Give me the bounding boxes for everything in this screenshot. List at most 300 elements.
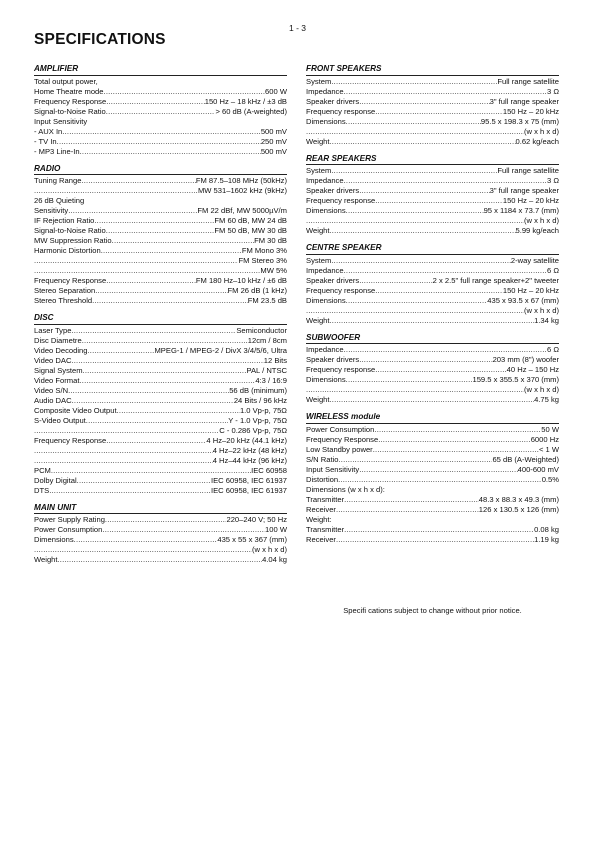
spec-label: Video Decoding	[34, 345, 88, 355]
spec-label: Receiver	[306, 504, 336, 514]
spec-value: FM 26 dB (1 kHz)	[227, 286, 287, 295]
spec-row	[34, 456, 287, 466]
spec-value: 150 Hz – 20 kHz	[502, 196, 559, 205]
spec-label: Dolby Digital	[34, 475, 77, 485]
section-heading: CENTRE SPEAKER	[306, 243, 559, 255]
dot-leader	[71, 356, 263, 366]
spec-label: Impedance	[306, 176, 344, 185]
spec-row	[34, 147, 287, 157]
spec-row	[306, 355, 559, 365]
spec-row	[306, 475, 559, 485]
spec-section-rear-speakers	[306, 154, 559, 237]
spec-value: 56 dB (minimum)	[229, 385, 287, 395]
spec-row	[306, 137, 559, 147]
spec-row	[34, 97, 287, 107]
spec-row	[34, 466, 287, 476]
spec-row	[306, 107, 559, 117]
spec-value: 150 Hz – 18 kHz / ±3 dB	[204, 96, 287, 106]
dot-leader	[346, 206, 484, 216]
spec-label: - TV In	[34, 136, 57, 146]
spec-label: Low Standby power	[306, 444, 373, 454]
spec-value: FM 87.5–108 MHz (50kHz)	[195, 176, 287, 185]
spec-label: Signal System	[34, 365, 83, 375]
spec-label: Speaker drivers	[306, 96, 360, 106]
spec-value: 95.5 x 198.3 x 75 (mm)	[480, 116, 559, 126]
spec-label: Speaker drivers	[306, 186, 360, 195]
dot-leader	[375, 196, 503, 206]
dot-leader	[373, 445, 539, 455]
spec-row	[306, 276, 559, 286]
spec-label: Frequency response	[306, 285, 376, 295]
spec-label: Weight:	[306, 514, 332, 524]
spec-value: 2-way satellite	[510, 255, 559, 265]
dot-leader	[338, 475, 542, 485]
spec-label: Stereo Separation	[34, 286, 96, 295]
section-heading: REAR SPEAKERS	[306, 154, 559, 166]
spec-value: 24 Bits / 96 kHz	[233, 395, 287, 405]
spec-label: Input Sensitivity	[306, 464, 360, 474]
spec-value: FM 30 dB	[254, 236, 287, 245]
spec-section-subwoofer	[306, 333, 559, 406]
spec-label: Input Sensitivity	[34, 116, 88, 126]
spec-label: Composite Video Output	[34, 405, 117, 415]
dot-leader	[346, 117, 481, 127]
spec-value: 50 W	[541, 424, 559, 434]
dot-leader	[306, 216, 524, 226]
spec-label: System	[306, 255, 332, 265]
dot-leader	[62, 127, 261, 137]
spec-label: Weight	[306, 395, 330, 404]
spec-row	[34, 476, 287, 486]
spec-row	[34, 386, 287, 396]
dot-leader	[339, 455, 493, 465]
dot-leader	[306, 127, 524, 137]
section-heading: AMPLIFIER	[34, 64, 287, 76]
dot-leader	[106, 97, 205, 107]
dot-leader	[375, 107, 503, 117]
spec-value: 1.34 kg	[534, 315, 559, 325]
spec-label: MW Suppression Ratio	[34, 236, 112, 245]
dot-leader	[34, 266, 260, 276]
spec-label: Sensitivity	[34, 206, 69, 215]
dot-leader	[344, 176, 547, 186]
spec-row	[34, 226, 287, 236]
dot-leader	[359, 355, 492, 365]
spec-row	[34, 376, 287, 386]
spec-label: PCM	[34, 465, 51, 475]
spec-row	[306, 455, 559, 465]
section-heading: RADIO	[34, 164, 287, 176]
dot-leader	[344, 266, 547, 276]
dot-leader	[117, 406, 240, 416]
spec-value: 0.08 kg	[534, 524, 559, 534]
spec-label: Transmitter	[306, 524, 345, 534]
spec-label: Impedance	[306, 265, 344, 275]
spec-label: Dimensions	[306, 206, 346, 215]
spec-row	[306, 535, 559, 545]
spec-row	[306, 87, 559, 97]
spec-row	[306, 505, 559, 515]
spec-row	[306, 256, 559, 266]
spec-row	[34, 137, 287, 147]
spec-row	[34, 296, 287, 306]
spec-row	[306, 226, 559, 236]
spec-value: 12 Bits	[263, 355, 287, 365]
spec-row	[34, 446, 287, 456]
spec-value: 100 W	[265, 525, 287, 534]
spec-row	[306, 365, 559, 375]
spec-row	[34, 366, 287, 376]
section-heading: FRONT SPEAKERS	[306, 64, 559, 76]
spec-value: FM 23.5 dB	[247, 296, 287, 305]
spec-row	[34, 286, 287, 296]
spec-row	[34, 176, 287, 186]
spec-section-wireless-module	[306, 412, 559, 545]
dot-leader	[346, 296, 488, 306]
spec-value: < 1 W	[538, 444, 559, 454]
spec-row	[306, 316, 559, 326]
spec-label: Frequency response	[306, 196, 376, 205]
spec-value: (w x h x d)	[251, 545, 287, 554]
spec-label: Video Format	[34, 375, 80, 385]
spec-label: Dimensions (w x h x d):	[306, 484, 385, 494]
spec-row	[306, 525, 559, 535]
spec-value: 435 x 93.5 x 67 (mm)	[487, 295, 559, 305]
spec-value: 159.5 x 355.5 x 370 (mm)	[472, 375, 559, 384]
spec-row	[34, 246, 287, 256]
spec-label: Dimensions	[306, 375, 346, 384]
spec-value: 250 mV	[260, 136, 287, 146]
spec-value: 203 mm (8") woofer	[492, 355, 559, 364]
spec-row	[306, 435, 559, 445]
dot-leader	[77, 476, 211, 486]
spec-label: Weight	[306, 136, 330, 146]
spec-value: Y - 1.0 Vp-p, 75Ω	[228, 415, 287, 425]
spec-label: System	[306, 166, 332, 175]
spec-value: 0.62 kg/each	[515, 136, 559, 146]
spec-value: MPEG-1 / MPEG-2 / DivX 3/4/5/6, Ultra	[154, 345, 287, 355]
spec-section-disc	[34, 313, 287, 496]
spec-value: 12cm / 8cm	[247, 335, 287, 345]
spec-label: S-Video Output	[34, 415, 86, 425]
spec-value: Full range satellite	[497, 76, 559, 86]
spec-label: Impedance	[306, 86, 344, 96]
dot-leader	[49, 486, 211, 496]
dot-leader	[72, 396, 234, 406]
spec-value: 1.19 kg	[534, 534, 559, 544]
spec-value: 3 Ω	[546, 86, 559, 96]
spec-row	[34, 77, 287, 87]
dot-leader	[68, 386, 229, 396]
spec-label: Weight	[306, 315, 330, 325]
spec-row	[306, 296, 559, 306]
dot-leader	[330, 316, 535, 326]
spec-change-notice: Specifi cations subject to change without prior notice.	[343, 606, 522, 615]
dot-leader	[331, 77, 497, 87]
spec-value: 3" full range speaker	[489, 96, 559, 106]
dot-leader	[92, 296, 248, 306]
spec-value: (w x h x d)	[523, 216, 559, 225]
spec-label: Frequency Response	[34, 96, 107, 106]
spec-value: 500 mV	[260, 126, 287, 136]
spec-row	[34, 406, 287, 416]
dot-leader	[346, 375, 473, 385]
spec-value: 0.5%	[541, 474, 559, 484]
spec-label: Laser Type	[34, 325, 72, 335]
dot-leader	[331, 256, 511, 266]
dot-leader	[375, 365, 506, 375]
dot-leader	[359, 465, 517, 475]
spec-row	[306, 425, 559, 435]
spec-label: IF Rejection Ratio	[34, 216, 95, 225]
spec-label: Signal-to-Noise Ratio	[34, 226, 106, 235]
spec-value: 3 Ω	[546, 176, 559, 185]
dot-leader	[83, 366, 247, 376]
spec-label: Disc Diametre	[34, 335, 82, 345]
dot-leader	[359, 97, 489, 107]
dot-leader	[344, 495, 479, 505]
spec-row	[306, 495, 559, 505]
dot-leader	[344, 345, 547, 355]
spec-value: IEC 60958, IEC 61937	[211, 475, 287, 485]
spec-label: Power Consumption	[34, 525, 103, 534]
spec-label: Signal-to-Noise Ratio	[34, 106, 106, 116]
spec-row	[34, 196, 287, 206]
spec-row	[306, 117, 559, 127]
spec-value: 95 x 1184 x 73.7 (mm)	[483, 206, 559, 215]
spec-label: Dimensions	[306, 295, 346, 305]
spec-label: Video DAC	[34, 355, 72, 365]
dot-leader	[58, 555, 263, 565]
spec-value: 150 Hz – 20 kHz	[502, 285, 559, 295]
spec-label: Frequency Response	[306, 434, 379, 444]
spec-value: 4 Hz–44 kHz (96 kHz)	[212, 455, 287, 465]
spec-value: 4 Hz–20 kHz (44.1 kHz)	[206, 435, 287, 445]
spec-row	[34, 346, 287, 356]
spec-row	[34, 216, 287, 226]
dot-leader	[104, 87, 266, 97]
dot-leader	[374, 425, 541, 435]
spec-value: 48.3 x 88.3 x 49.3 (mm)	[478, 494, 559, 504]
spec-row	[34, 236, 287, 246]
dot-leader	[306, 385, 524, 395]
spec-label: Frequency response	[306, 106, 376, 116]
spec-value: FM 60 dB, MW 24 dB	[214, 216, 287, 225]
spec-row	[34, 555, 287, 565]
spec-row	[34, 356, 287, 366]
dot-leader	[359, 276, 432, 286]
dot-leader	[95, 286, 227, 296]
spec-value: 65 dB (A-Weighted)	[492, 454, 559, 464]
spec-value: IEC 60958	[251, 465, 287, 475]
spec-row	[34, 396, 287, 406]
dot-leader	[106, 436, 206, 446]
spec-row	[306, 485, 559, 495]
dot-leader	[34, 545, 252, 555]
dot-leader	[57, 137, 261, 147]
dot-leader	[336, 505, 479, 515]
dot-leader	[105, 515, 227, 525]
dot-leader	[106, 226, 215, 236]
spec-section-centre-speaker	[306, 243, 559, 326]
spec-label: Speaker drivers	[306, 275, 360, 285]
dot-leader	[331, 166, 497, 176]
spec-label: Video S/N	[34, 385, 69, 395]
spec-row	[34, 87, 287, 97]
spec-row	[34, 535, 287, 545]
dot-leader	[330, 137, 516, 147]
spec-value: 1.0 Vp-p, 75Ω	[239, 405, 287, 415]
spec-label: Frequency Response	[34, 435, 107, 445]
spec-value: 500 mV	[260, 146, 287, 156]
dot-leader	[86, 416, 228, 426]
spec-label: Distortion	[306, 474, 339, 484]
dot-leader	[51, 466, 251, 476]
spec-label: Dimensions	[34, 535, 74, 544]
dot-leader	[79, 376, 255, 386]
spec-value: 4:3 / 16:9	[255, 375, 287, 385]
spec-value: FM 50 dB, MW 30 dB	[214, 226, 287, 235]
dot-leader	[87, 346, 154, 356]
dot-leader	[82, 336, 248, 346]
spec-value: MW 5%	[260, 266, 287, 275]
spec-value: 40 Hz – 150 Hz	[506, 365, 559, 374]
dot-leader	[34, 186, 198, 196]
spec-row	[306, 345, 559, 355]
spec-row	[306, 375, 559, 385]
spec-label: Receiver	[306, 534, 336, 544]
spec-row	[306, 385, 559, 395]
spec-row	[306, 206, 559, 216]
spec-section-front-speakers	[306, 64, 559, 147]
spec-section-main-unit	[34, 503, 287, 566]
spec-label: Transmitter	[306, 494, 345, 504]
spec-row	[306, 186, 559, 196]
spec-label: Dimensions	[306, 116, 346, 126]
dot-leader	[68, 206, 197, 216]
spec-row	[34, 107, 287, 117]
spec-label: - AUX In	[34, 126, 63, 136]
spec-value: 6 Ω	[546, 345, 559, 354]
spec-label: Frequency response	[306, 365, 376, 374]
spec-value: MW 531–1602 kHz (9kHz)	[197, 186, 287, 195]
spec-value: 600 W	[265, 86, 287, 96]
spec-label: Total output power,	[34, 76, 98, 86]
dot-leader	[71, 326, 236, 336]
page-number: 1 - 3	[288, 23, 306, 33]
dot-leader	[106, 107, 216, 117]
dot-leader	[34, 446, 213, 456]
spec-row	[306, 77, 559, 87]
spec-value: Full range satellite	[497, 166, 559, 175]
dot-leader	[112, 236, 254, 246]
spec-label: - MP3 Line-In	[34, 146, 80, 156]
spec-value: 435 x 55 x 367 (mm)	[217, 535, 287, 544]
spec-label: Frequency Response	[34, 276, 107, 285]
spec-row	[34, 525, 287, 535]
spec-value: 5.99 kg/each	[515, 226, 559, 235]
spec-row	[34, 486, 287, 496]
spec-section-amplifier	[34, 64, 287, 157]
spec-value: FM 180 Hz–10 kHz / ±6 dB	[195, 276, 287, 285]
spec-value: 2 x 2.5" full range speaker+2" tweeter	[432, 275, 559, 285]
dot-leader	[34, 256, 238, 266]
spec-row	[34, 545, 287, 555]
spec-label: Impedance	[306, 345, 344, 354]
spec-value: 400-600 mV	[517, 464, 559, 474]
spec-row	[34, 186, 287, 196]
spec-label: Power Supply Rating	[34, 515, 105, 524]
spec-row	[34, 436, 287, 446]
dot-leader	[81, 176, 195, 186]
spec-row	[306, 465, 559, 475]
spec-value: (w x h x d)	[523, 305, 559, 315]
spec-value: IEC 60958, IEC 61937	[211, 485, 287, 495]
spec-row	[306, 127, 559, 137]
dot-leader	[306, 306, 524, 316]
dot-leader	[34, 426, 219, 436]
spec-row	[34, 336, 287, 346]
spec-value: 4.75 kg	[534, 395, 559, 404]
spec-label: Power Consumption	[306, 424, 375, 434]
section-heading: WIRELESS module	[306, 412, 559, 424]
spec-value: FM Mono 3%	[241, 246, 287, 255]
dot-leader	[80, 147, 261, 157]
spec-row	[34, 117, 287, 127]
spec-row	[306, 166, 559, 176]
spec-label: Weight	[306, 226, 330, 235]
spec-value: 6 Ω	[546, 265, 559, 275]
dot-leader	[101, 246, 242, 256]
spec-label: Weight	[34, 555, 58, 564]
spec-row	[34, 256, 287, 266]
dot-leader	[102, 525, 265, 535]
spec-value: 6000 Hz	[530, 434, 559, 444]
dot-leader	[359, 186, 489, 196]
spec-value: 3" full range speaker	[489, 186, 559, 195]
spec-row	[34, 426, 287, 436]
dot-leader	[344, 525, 534, 535]
spec-label: Speaker drivers	[306, 355, 360, 364]
spec-label: System	[306, 76, 332, 86]
spec-row	[34, 127, 287, 137]
spec-value: (w x h x d)	[523, 126, 559, 136]
right-spec-column	[306, 64, 559, 552]
spec-row	[306, 176, 559, 186]
dot-leader	[330, 226, 516, 236]
spec-row	[306, 216, 559, 226]
spec-row	[306, 306, 559, 316]
section-heading: DISC	[34, 313, 287, 325]
dot-leader	[34, 456, 213, 466]
spec-value: (w x h x d)	[523, 385, 559, 394]
spec-row	[34, 206, 287, 216]
dot-leader	[106, 276, 196, 286]
dot-leader	[330, 395, 535, 405]
spec-value: Semiconductor	[236, 325, 287, 335]
spec-label: Audio DAC	[34, 395, 72, 405]
spec-row	[34, 515, 287, 525]
spec-row	[34, 416, 287, 426]
spec-label: DTS	[34, 485, 50, 495]
spec-value: 220–240 V; 50 Hz	[226, 515, 287, 524]
spec-row	[34, 326, 287, 336]
spec-value: PAL / NTSC	[246, 365, 287, 375]
spec-label: 26 dB Quieting	[34, 196, 85, 205]
spec-value: FM Stereo 3%	[238, 256, 287, 265]
spec-value: C - 0.286 Vp-p, 75Ω	[219, 425, 287, 435]
spec-value: 4.04 kg	[262, 555, 287, 564]
